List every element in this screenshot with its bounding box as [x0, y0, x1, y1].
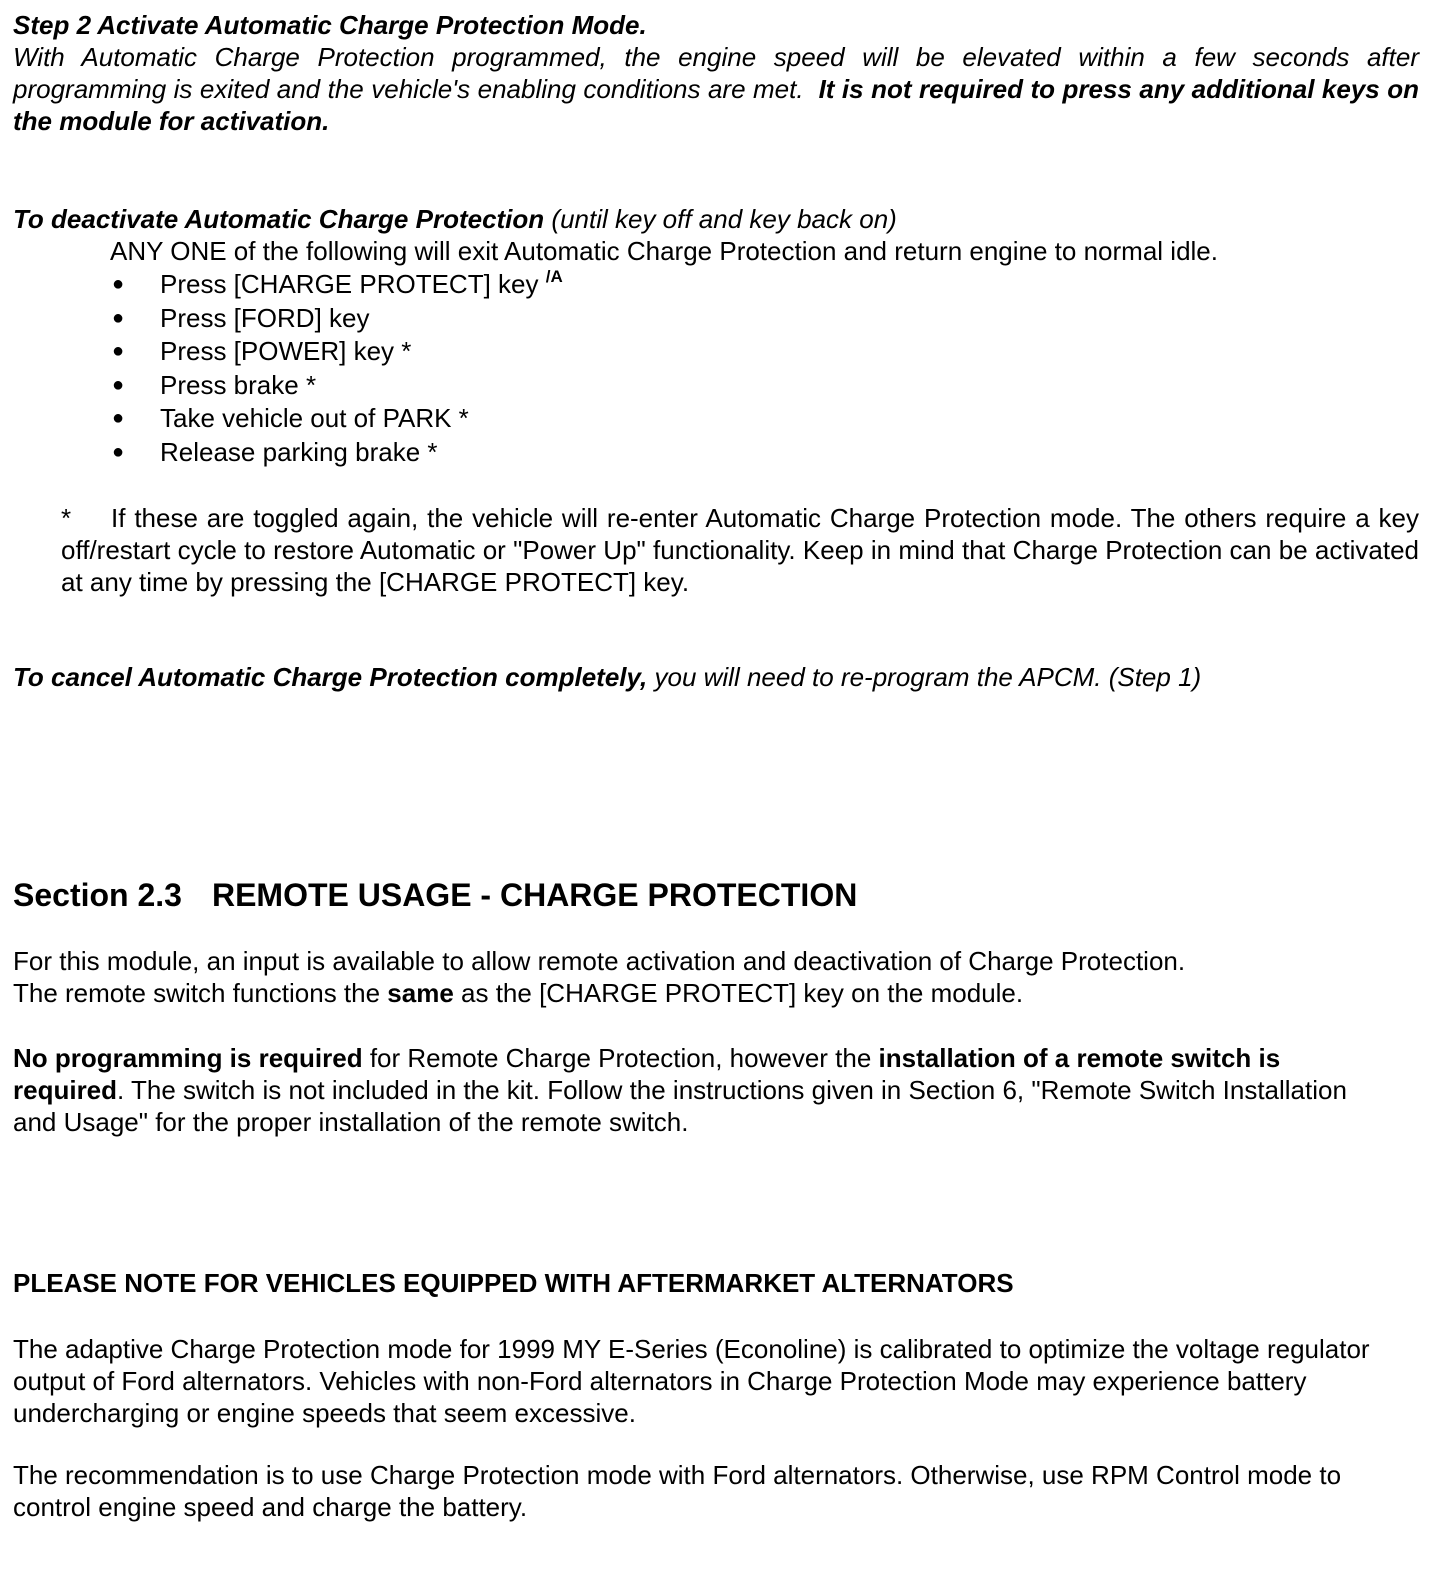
- list-item: [110, 436, 563, 470]
- list-item-text: Release parking brake *: [160, 436, 438, 467]
- deactivate-heading: [13, 203, 1423, 235]
- list-item-footnote: /A: [545, 267, 563, 286]
- alternator-paragraph-2: The recommendation is to use Charge Protection mode with Ford alternators. Otherwise, use RPM Control mode to control engine speed and charge the battery.: [13, 1460, 1342, 1522]
- remote-p2-text-2: . The switch is not included in the kit. Follow the instructions given in Section 6, "Remote Switch Installation and Usage" for the proper installation of the remote switch.: [13, 1075, 1347, 1137]
- section-heading: [13, 875, 857, 915]
- list-item: [110, 335, 563, 369]
- alternator-note-heading: PLEASE NOTE FOR VEHICLES EQUIPPED WITH AFTERMARKET ALTERNATORS: [13, 1268, 1014, 1298]
- cancel-bold: To cancel Automatic Charge Protection completely,: [13, 662, 648, 692]
- list-item: [110, 369, 563, 403]
- remote-line-1: For this module, an input is available to allow remote activation and deactivation of Charge Protection.: [13, 946, 1186, 976]
- list-item-text: Press brake *: [160, 369, 317, 400]
- list-item-text: Press [POWER] key *: [160, 336, 412, 367]
- bullet-icon: ●: [112, 273, 125, 295]
- remote-p2-text-1: for Remote Charge Protection, however the: [362, 1043, 879, 1073]
- remote-line-2b: as the [CHARGE PROTECT] key on the module.: [453, 978, 1024, 1008]
- deactivate-list: [110, 268, 563, 470]
- bullet-icon: ●: [112, 306, 125, 329]
- section-title: REMOTE USAGE - CHARGE PROTECTION: [211, 877, 858, 913]
- bullet-icon: ●: [112, 440, 125, 463]
- deactivate-heading-note: (until key off and key back on): [551, 204, 897, 234]
- asterisk-mark: *: [61, 503, 72, 533]
- remote-line-2-bold: same: [387, 978, 454, 1008]
- section-number: Section 2.3: [13, 877, 182, 913]
- cancel-italic: you will need to re-program the APCM. (Step 1): [654, 662, 1202, 692]
- alternator-paragraph-1: The adaptive Charge Protection mode for 1999 MY E-Series (Econoline) is calibrated to optimize the voltage regulator output of Ford alternators. Vehicles with non-Ford alternators in Charge Protection Mode may experience battery undercharging or engine speeds that seem excessive.: [13, 1334, 1370, 1428]
- remote-line-2a: The remote switch functions the: [13, 978, 388, 1008]
- list-item-text: Press [CHARGE PROTECT] key: [160, 269, 546, 299]
- deactivate-heading-bold: To deactivate Automatic Charge Protection: [13, 204, 545, 234]
- step2-paragraph: [13, 41, 1419, 137]
- list-item-text: Press [FORD] key: [160, 302, 370, 333]
- step2-body-text: With Automatic Charge Protection programmed, the engine speed will be elevated within a few seconds after programming is exited and the vehicle's enabling conditions are met.: [13, 42, 1419, 104]
- step2-heading: Step 2 Activate Automatic Charge Protection Mode.: [13, 10, 647, 40]
- cancel-paragraph: [13, 661, 1423, 693]
- no-programming-bold: No programming is required: [13, 1043, 363, 1073]
- remote-paragraph-1: [13, 945, 1423, 1009]
- list-item: [110, 402, 563, 436]
- list-item: [110, 302, 563, 336]
- list-item: [110, 268, 563, 302]
- step2-body-emphasis: It is not required to press any additional keys on the module for activation.: [13, 74, 1419, 136]
- toggle-note: [61, 502, 1419, 598]
- bullet-icon: ●: [112, 340, 125, 363]
- remote-paragraph-2: [13, 1042, 1393, 1138]
- list-item-text: Take vehicle out of PARK *: [160, 403, 469, 434]
- deactivate-intro: ANY ONE of the following will exit Automatic Charge Protection and return engine to normal idle.: [110, 236, 1218, 266]
- bullet-icon: ●: [112, 407, 125, 430]
- bullet-icon: ●: [112, 373, 125, 396]
- toggle-note-text: If these are toggled again, the vehicle will re-enter Automatic Charge Protection mode. The others require a key off/restart cycle to restore Automatic or "Power Up" functionality. Keep in mind that Charge Protection can be activated at any time by pressing the [CHARGE PROTECT] key.: [61, 503, 1419, 597]
- install-switch-bold: installation of a remote switch is required: [13, 1043, 1281, 1105]
